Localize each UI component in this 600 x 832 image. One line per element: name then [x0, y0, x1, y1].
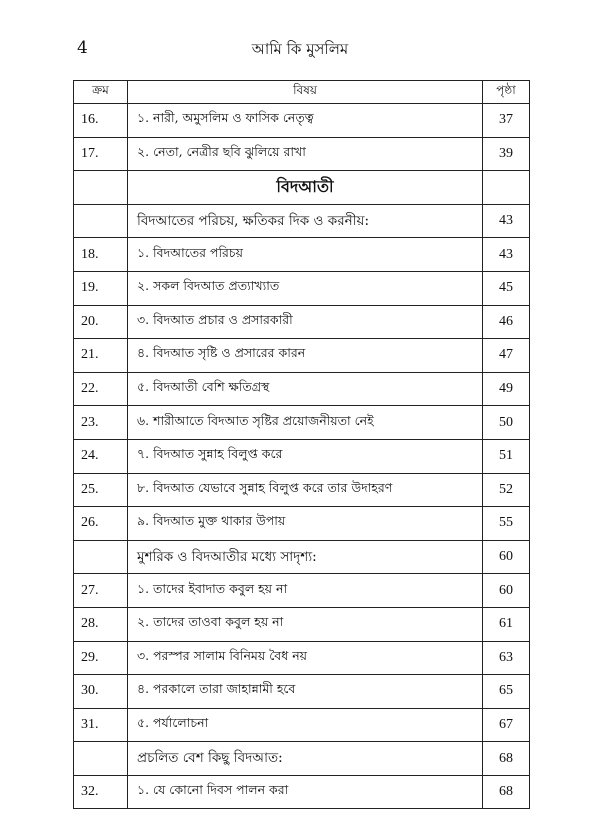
- row-topic: ৮. বিদআত যেভাবে সুন্নাহ বিলুপ্ত করে তার উদাহরণ: [128, 473, 483, 507]
- row-serial: [74, 742, 128, 776]
- row-topic: ১. বিদআতের পরিচয়: [128, 238, 483, 272]
- row-serial: [74, 171, 128, 205]
- table-row: [74, 406, 530, 440]
- row-serial: 19.: [74, 271, 128, 305]
- column-header-page: পৃষ্ঠা: [483, 81, 530, 104]
- table-row: [74, 339, 530, 373]
- row-serial: 23.: [74, 406, 128, 440]
- column-header-serial: ক্রম: [74, 81, 128, 104]
- table-body: [74, 104, 530, 809]
- row-serial: 16.: [74, 104, 128, 138]
- table-row: [74, 137, 530, 171]
- table-header-row: [74, 81, 530, 104]
- table-row: [74, 104, 530, 138]
- table-row: [74, 439, 530, 473]
- row-serial: 26.: [74, 507, 128, 541]
- row-topic: ৯. বিদআত মুক্ত থাকার উপায়: [128, 507, 483, 541]
- page-number: 4: [77, 38, 88, 58]
- row-page-number: 39: [483, 137, 530, 171]
- row-page-number: 68: [483, 775, 530, 809]
- column-header-topic: বিষয়: [128, 81, 483, 104]
- table-row: [74, 473, 530, 507]
- row-page-number: 43: [483, 238, 530, 272]
- row-serial: 24.: [74, 439, 128, 473]
- row-page-number: 49: [483, 372, 530, 406]
- running-title: আমি কি মুসলিম: [251, 40, 349, 58]
- row-topic: ২. তাদের তাওবা কবুল হয় না: [128, 607, 483, 641]
- row-page-number: 65: [483, 675, 530, 709]
- row-page-number: 61: [483, 607, 530, 641]
- row-serial: 32.: [74, 775, 128, 809]
- row-topic: মুশরিক ও বিদআতীর মধ্যে সাদৃশ্য:: [128, 540, 483, 574]
- row-page-number: 37: [483, 104, 530, 138]
- row-serial: 30.: [74, 675, 128, 709]
- row-page-number: 67: [483, 708, 530, 742]
- row-page-number: 51: [483, 439, 530, 473]
- table-row: [74, 507, 530, 541]
- row-topic: ৩. পরস্পর সালাম বিনিময় বৈধ নয়: [128, 641, 483, 675]
- table-row: [74, 372, 530, 406]
- row-serial: 17.: [74, 137, 128, 171]
- row-topic: প্রচলিত বেশ কিছু বিদআত:: [128, 742, 483, 776]
- row-serial: 28.: [74, 607, 128, 641]
- row-page-number: 47: [483, 339, 530, 373]
- table-row: [74, 574, 530, 608]
- row-topic: ৪. বিদআত সৃষ্টি ও প্রসারের কারন: [128, 339, 483, 373]
- subsection-row: [74, 742, 530, 776]
- subsection-row: [74, 540, 530, 574]
- contents-table: [73, 80, 530, 809]
- table-row: [74, 238, 530, 272]
- row-page-number: [483, 171, 530, 205]
- row-topic: ১. যে কোনো দিবস পালন করা: [128, 775, 483, 809]
- row-topic: ৪. পরকালে তারা জাহান্নামী হবে: [128, 675, 483, 709]
- row-page-number: 52: [483, 473, 530, 507]
- row-page-number: 45: [483, 271, 530, 305]
- row-topic: ২. নেতা, নেত্রীর ছবি ঝুলিয়ে রাখা: [128, 137, 483, 171]
- table-row: [74, 775, 530, 809]
- row-page-number: 68: [483, 742, 530, 776]
- row-page-number: 50: [483, 406, 530, 440]
- row-serial: 20.: [74, 305, 128, 339]
- page-header: [0, 38, 600, 62]
- row-topic: ৩. বিদআত প্রচার ও প্রসারকারী: [128, 305, 483, 339]
- row-serial: 21.: [74, 339, 128, 373]
- section-heading: বিদআতী: [128, 171, 483, 205]
- row-topic: ৭. বিদআত সুন্নাহ বিলুপ্ত করে: [128, 439, 483, 473]
- row-serial: [74, 204, 128, 238]
- row-page-number: 55: [483, 507, 530, 541]
- row-page-number: 43: [483, 204, 530, 238]
- row-serial: 29.: [74, 641, 128, 675]
- row-serial: 25.: [74, 473, 128, 507]
- table-row: [74, 675, 530, 709]
- row-serial: 18.: [74, 238, 128, 272]
- row-topic: ৬. শারীআতে বিদআত সৃষ্টির প্রয়োজনীয়তা নেই: [128, 406, 483, 440]
- row-topic: ৫. পর্যালোচনা: [128, 708, 483, 742]
- row-serial: 31.: [74, 708, 128, 742]
- row-topic: ১. নারী, অমুসলিম ও ফাসিক নেতৃত্ব: [128, 104, 483, 138]
- table-row: [74, 607, 530, 641]
- row-page-number: 60: [483, 574, 530, 608]
- row-page-number: 60: [483, 540, 530, 574]
- row-serial: [74, 540, 128, 574]
- row-topic: ৫. বিদআতী বেশি ক্ষতিগ্রস্থ: [128, 372, 483, 406]
- table-row: [74, 305, 530, 339]
- row-page-number: 46: [483, 305, 530, 339]
- table-row: [74, 271, 530, 305]
- subsection-row: [74, 204, 530, 238]
- row-serial: 22.: [74, 372, 128, 406]
- row-topic: ১. তাদের ইবাদাত কবুল হয় না: [128, 574, 483, 608]
- row-page-number: 63: [483, 641, 530, 675]
- row-topic: ২. সকল বিদআত প্রত্যাখ্যাত: [128, 271, 483, 305]
- row-topic: বিদআতের পরিচয়, ক্ষতিকর দিক ও করনীয়:: [128, 204, 483, 238]
- row-serial: 27.: [74, 574, 128, 608]
- table-row: [74, 641, 530, 675]
- table-row: [74, 708, 530, 742]
- section-heading-row: [74, 171, 530, 205]
